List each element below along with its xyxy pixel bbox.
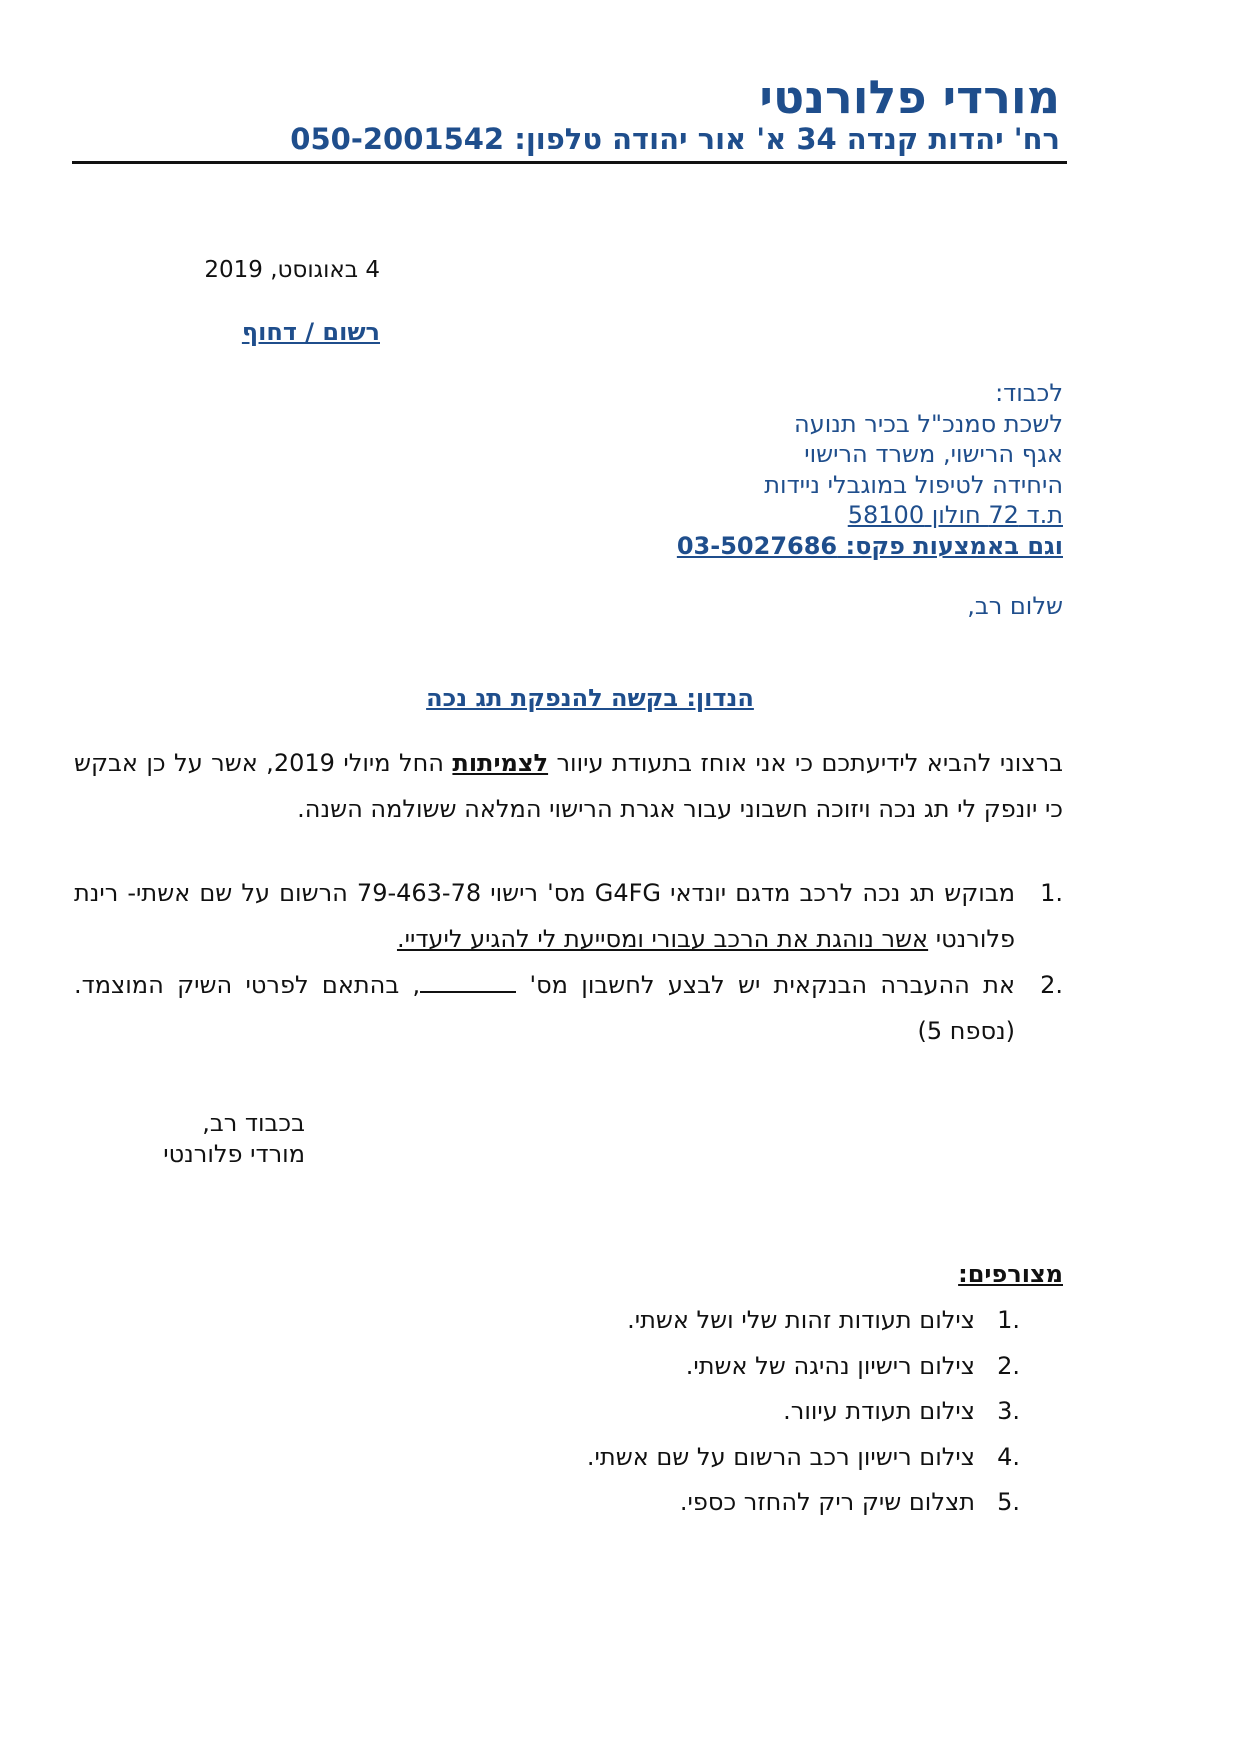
list-item-underlined: אשר נוהגת את הרכב עבורי ומסייעת לי להגיע ליעדיי. [396, 925, 929, 953]
body-text-end: החל מיולי 2019, אשר על כן אבקש כי יונפק לי תג נכה ויזוכה חשבוני עבור אגרת הרישוי המלאה ששולמה השנה. [74, 749, 1063, 823]
sender-address: רח' יהדות קנדה 34 א' אור יהודה טלפון: 050-2001542 [290, 122, 1060, 156]
header-divider [72, 161, 1067, 164]
body-text-start: ברצוני להביא לידיעתכם כי אני אוחז בתעודת עיוור [548, 749, 1063, 777]
sender-name: מורדי פלורנטי [759, 70, 1060, 124]
delivery-mark: רשום / דחוף [241, 318, 380, 346]
attachments-title: מצורפים: [958, 1260, 1063, 1288]
list-item-text-end: , בהתאם לפרטי השיק המוצמד. (נספח 5) [74, 971, 1015, 1045]
request-list [74, 870, 1063, 1054]
body-emphasis: לצמיתות [452, 749, 549, 777]
list-item-text: מבוקש תג נכה לרכב מדגם יונדאי G4FG מס' רישוי 79-463-78 הרשום על שם אשתי- רינת פלורנטי [74, 879, 1015, 953]
attachment-item [587, 1298, 1020, 1344]
account-number-blank [420, 969, 516, 993]
list-item-number: .1 [1040, 879, 1063, 907]
attachment-number: .4 [997, 1442, 1020, 1471]
attachment-text: צילום תעודת עיוור. [783, 1397, 975, 1425]
recipient-line-1: לשכת סמנכ"ל בכיר תנועה [794, 409, 1063, 438]
attachment-number: .1 [997, 1306, 1020, 1334]
attachment-number: .3 [997, 1397, 1020, 1425]
recipient-block [677, 378, 1063, 561]
recipient-fax: וגם באמצעות פקס: 03-5027686 [676, 531, 1063, 560]
letter-date: 4 באוגוסט, 2019 [204, 257, 380, 283]
attachment-text: צילום רישיון נהיגה של אשתי. [685, 1351, 975, 1380]
recipient-line-2: אגף הרישוי, משרד הרישוי [804, 440, 1063, 468]
body-paragraph [74, 740, 1063, 832]
attachment-number: .5 [997, 1488, 1020, 1516]
attachment-number: .2 [997, 1351, 1020, 1380]
attachment-item [587, 1480, 1020, 1526]
signature-block [147, 1108, 305, 1170]
closing: בכבוד רב, [202, 1109, 305, 1137]
attachments-list [587, 1298, 1020, 1526]
attachment-text: צילום תעודות זהות שלי ושל אשתי. [627, 1306, 975, 1334]
recipient-po-box: ת.ד 72 חולון 58100 [847, 501, 1063, 529]
attachment-text: צילום רישיון רכב הרשום על שם אשתי. [586, 1442, 975, 1471]
subject-line: הנדון: בקשה להנפקת תג נכה [426, 684, 754, 712]
attachment-item [587, 1435, 1020, 1481]
attachment-item [587, 1389, 1020, 1435]
recipient-line-3: היחידה לטיפול במוגבלי ניידות [764, 470, 1063, 499]
list-item-number: .2 [1040, 971, 1063, 999]
greeting: שלום רב, [967, 592, 1063, 620]
list-item [74, 962, 1063, 1054]
signer-name: מורדי פלורנטי [163, 1140, 305, 1168]
recipient-label: לכבוד: [995, 379, 1063, 407]
attachment-text: תצלום שיק ריק להחזר כספי. [679, 1488, 975, 1516]
attachment-item [587, 1344, 1020, 1390]
list-item-text: את ההעברה הבנקאית יש לבצע לחשבון מס' [516, 971, 1015, 999]
list-item [74, 870, 1063, 962]
